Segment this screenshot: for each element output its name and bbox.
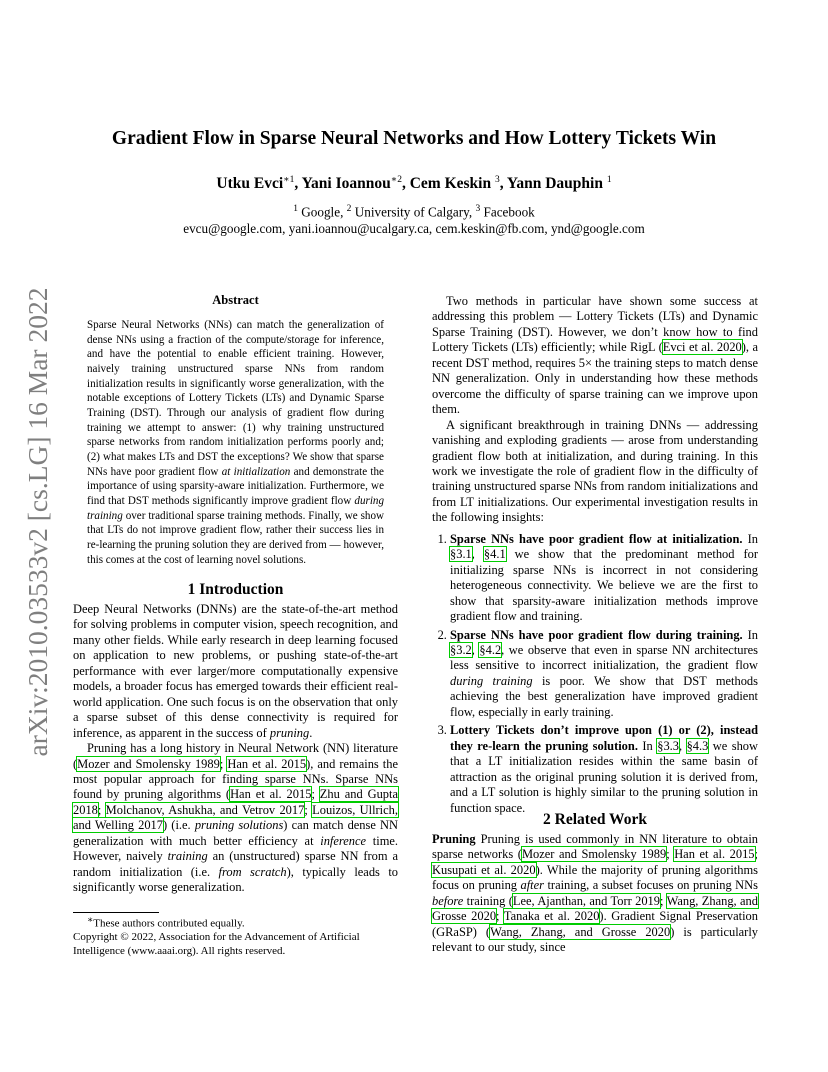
text-span: ) can match dense NN generalization with much better efficiency at (73, 818, 399, 848)
arxiv-id: arXiv:2010.03533v2 [cs.LG] 16 Mar 2022 (22, 287, 53, 757)
introduction-section (73, 581, 398, 896)
text-span: ; (659, 893, 667, 908)
section-link[interactable]: §4.3 (686, 738, 709, 753)
author-name: Yani Ioannou (301, 175, 391, 193)
body-paragraph (432, 294, 758, 418)
text-span: ; (666, 847, 675, 862)
author-marker: 3 (494, 175, 500, 185)
citation-link[interactable]: Zhu and Gupta 2018 (73, 787, 398, 817)
emphasis: pruning solutions (194, 818, 284, 833)
author-marker: ∗1 (283, 175, 295, 185)
author-name: Cem Keskin (409, 175, 492, 193)
text-span: an (unstructured) sparse NN from a random initialization (i.e. (73, 849, 398, 879)
emphasis: pruning (269, 725, 310, 740)
related-work-body (432, 832, 758, 956)
body-paragraph: A significant breakthrough in training DNNs — addressing vanishing and exploding gradients — arose from understanding gradient flow both at initialization, and during training. In this work we investigate the role of gradient flow in the difficulty of training unstructured sparse NNs from random initializations and from LT initializations. Our experimental investigation results in the following insights: (432, 417, 758, 525)
emphasis: after (520, 878, 544, 893)
intro-paragraph (73, 741, 398, 896)
emphasis: from scratch (218, 864, 287, 879)
affiliation-name: Google (301, 204, 341, 220)
abstract-emphasis: during training (87, 494, 384, 522)
text-span: , we observe that even in sparse NN architectures less sensitive to incorrect initialization, the gradient flow (450, 642, 759, 673)
affiliations (0, 201, 828, 237)
abstract-span: over traditional sparse training methods. Finally, we show that LTs do not improve gradient flow, rather their success lies in re-learning the pruning solution they are derived from — however, this comes at the cost of learning novel solutions. (87, 509, 384, 566)
text-span: ; (219, 756, 228, 771)
author-name: Utku Evci (216, 175, 284, 193)
text-span: . (309, 725, 313, 740)
section-link[interactable]: §3.2 (450, 642, 472, 657)
text-span: Deep Neural Networks (DNNs) are the state-of-the-art method for solving problems in computer vision, speech recognition, and many other fields. While early research in deep learning focused on application to new problems, or pushing state-of-the-art performance with ever larger/more computationally expensive models, a broader focus has emerged towards their efficient real-world application. One such focus is on the observation that only a sparse subset of this dense connectivity is required for inference, as apparent in the success of (73, 602, 398, 740)
citation-link[interactable]: Wang, Zhang, and Grosse 2020 (490, 924, 671, 939)
insight-item (450, 628, 758, 721)
affiliation-name: University of Calgary (354, 204, 469, 220)
insights-list (432, 532, 758, 816)
author-list: Utku Evci$^{∗1}$, Yani Ioannou$^{∗2}$, Cem Keskin $^3$, Yann Dauphin $^1$ (216, 175, 612, 193)
footnote-marker: ∗ (87, 914, 94, 924)
paper-title: Gradient Flow in Sparse Neural Networks and How Lottery Tickets Win (111, 128, 717, 149)
abstract-span: Sparse Neural Networks (NNs) can match the generalization of dense NNs using a fraction of the compute/storage for inference, and have the potential to enable efficient training. However, naively training unstructured sparse NNs from random initialization results in significantly worse generalization, with the notable exceptions of Lottery Tickets (LTs) and Dynamic Sparse Training (DST). Through our analysis of gradient flow during training we attempt to answer: (1) why training unstructured sparse networks from random initialization performs poorly and; (2) what makes LTs and DST the exceptions? We show that sparse NNs have poor gradient flow (87, 319, 384, 478)
text-span: we show that the predominant method for initializing sparse NNs is incorrect in not considering heterogeneous connectivity. We believe we are the first to show that sparsity-aware initialization methods improve gradient flow and training. (450, 547, 759, 624)
text-span: In (742, 627, 758, 642)
text-span: is poor. We show that DST methods achieving the best generalization have improved gradient flow, especially in early training. (450, 673, 758, 719)
emphasis: during training (450, 673, 533, 688)
contribution-note (73, 913, 398, 931)
text-span: ), a recent DST method, requires 5× the training steps to match dense NN generalization. Only in understanding how these methods overcome the difficulty of sparse training can we improve upon them. (432, 340, 758, 417)
text-span: Pruning has a long history in Neural Network (NN) literature ( (73, 741, 398, 771)
abstract-text (87, 318, 384, 567)
citation-link[interactable]: Evci et al. 2020 (662, 340, 742, 355)
insight-item (450, 532, 758, 625)
text-span: ; (754, 847, 758, 862)
citation-link[interactable]: Wang, Zhang, and Grosse 2020 (432, 893, 758, 924)
copyright-notice: Copyright © 2022, Association for the Advancement of Artificial Intelligence (www.aaai.org). All rights reserved. (73, 931, 360, 958)
abstract-span: and demonstrate the importance of using sparsity-aware initialization. Furthermore, we find that DST methods significantly improve gradient flow (87, 465, 384, 507)
citation-link[interactable]: Molchanov, Ashukha, and Vetrov 2017 (105, 802, 305, 817)
insight-title: Sparse NNs have poor gradient flow at initialization. (450, 531, 743, 546)
text-span: , (471, 642, 480, 657)
author-emails: evcu@google.com, yani.ioannou@ucalgary.ca, cem.keskin@fb.com, ynd@google.com (183, 220, 645, 236)
text-span: ) is particularly relevant to our study, since (432, 924, 758, 955)
insight-title: Lottery Tickets don’t improve upon (1) or (2), instead they re-learn the pruning solution. (450, 723, 758, 753)
related-work-heading: 2 Related Work (543, 811, 647, 828)
text-span: ; (496, 909, 504, 924)
author-marker: 1 (606, 175, 612, 185)
citation-link[interactable]: Han et al. 2015 (230, 787, 312, 802)
run-in-heading: Pruning (432, 832, 476, 846)
text-span: time. However, naively (73, 833, 398, 864)
emphasis: training (167, 849, 208, 864)
section-link[interactable]: §3.3 (657, 738, 679, 753)
text-span: we show that a LT initialization resides within the same basin of attraction as the original pruning solution it is derived from, and a LT solution is highly similar to the pruning solution in function space. (450, 738, 759, 815)
contribution-text: These authors contributed equally. (93, 917, 245, 930)
text-span: , (678, 738, 687, 753)
abstract-emphasis: at initialization (221, 465, 291, 478)
affiliation-marker: 3 (475, 204, 481, 214)
citation-link[interactable]: Mozer and Smolensky 1989 (521, 847, 667, 862)
text-span: ; (304, 802, 313, 817)
abstract-heading: Abstract (212, 293, 259, 307)
citation-link[interactable]: Han et al. 2015 (674, 847, 755, 862)
right-body (432, 294, 758, 526)
author-name: Yann Dauphin (506, 175, 603, 193)
citation-link[interactable]: Lee, Ajanthan, and Torr 2019 (512, 893, 660, 908)
related-work-section (432, 811, 758, 956)
arxiv-sidebar (18, 285, 58, 760)
insight-title: Sparse NNs have poor gradient flow during training. (450, 627, 743, 642)
related-paragraph (432, 832, 758, 956)
author-marker: ∗2 (390, 175, 402, 185)
text-span: ). While the majority of pruning algorithms focus on pruning (432, 862, 758, 893)
section-link[interactable]: §4.1 (483, 547, 506, 562)
text-span: ), and remains the most popular approach for finding sparse NNs. Sparse NNs found by pruning algorithms ( (73, 756, 398, 802)
citation-link[interactable]: Kusupati et al. 2020 (432, 862, 536, 877)
footnote (73, 913, 398, 959)
section-link[interactable]: §3.1 (450, 547, 472, 562)
introduction-body (73, 602, 398, 896)
text-span: In (637, 738, 658, 753)
text-span: ) (i.e. (163, 818, 195, 833)
text-span: In (742, 531, 758, 546)
affiliation-marker: 2 (346, 204, 352, 214)
citation-link[interactable]: Louizos, Ullrich, and Welling 2017 (73, 802, 398, 833)
citation-link[interactable]: Tanaka et al. 2020 (503, 909, 600, 924)
affiliation-name: Facebook (483, 204, 535, 220)
affiliation-marker: 1 (293, 204, 298, 214)
text-span: Two methods in particular have shown some success at addressing this problem — Lottery Tickets (LTs) and Dynamic Sparse Training (DST). However, we don’t know how to find Lottery Tickets (LTs) efficiently; while RigL ( (432, 294, 758, 355)
section-link[interactable]: §4.2 (479, 642, 502, 657)
citation-link[interactable]: Han et al. 2015 (227, 756, 307, 771)
emphasis: inference (320, 833, 367, 848)
text-span: ). Gradient Signal Preservation (GRaSP) ( (432, 909, 758, 939)
text-span: Pruning is used commonly in NN literature to obtain sparse networks ( (432, 832, 758, 862)
citation-link[interactable]: Mozer and Smolensky 1989 (77, 756, 220, 771)
text-span: ; (97, 802, 106, 817)
intro-paragraph (73, 602, 398, 741)
text-span: ), typically leads to significantly worse generalization. (73, 864, 399, 895)
text-span: , (471, 547, 484, 562)
text-span: training, a subset focuses on pruning NNs (544, 878, 758, 893)
text-span: ; (311, 787, 320, 802)
insight-item (450, 723, 758, 816)
right-column (432, 294, 758, 819)
introduction-heading: 1 Introduction (187, 581, 284, 598)
text-span: training ( (463, 893, 513, 908)
affiliation-line: $^1$ Google, $^2$ University of Calgary, $^3$ Facebook (293, 204, 535, 220)
emphasis: before (432, 893, 464, 908)
